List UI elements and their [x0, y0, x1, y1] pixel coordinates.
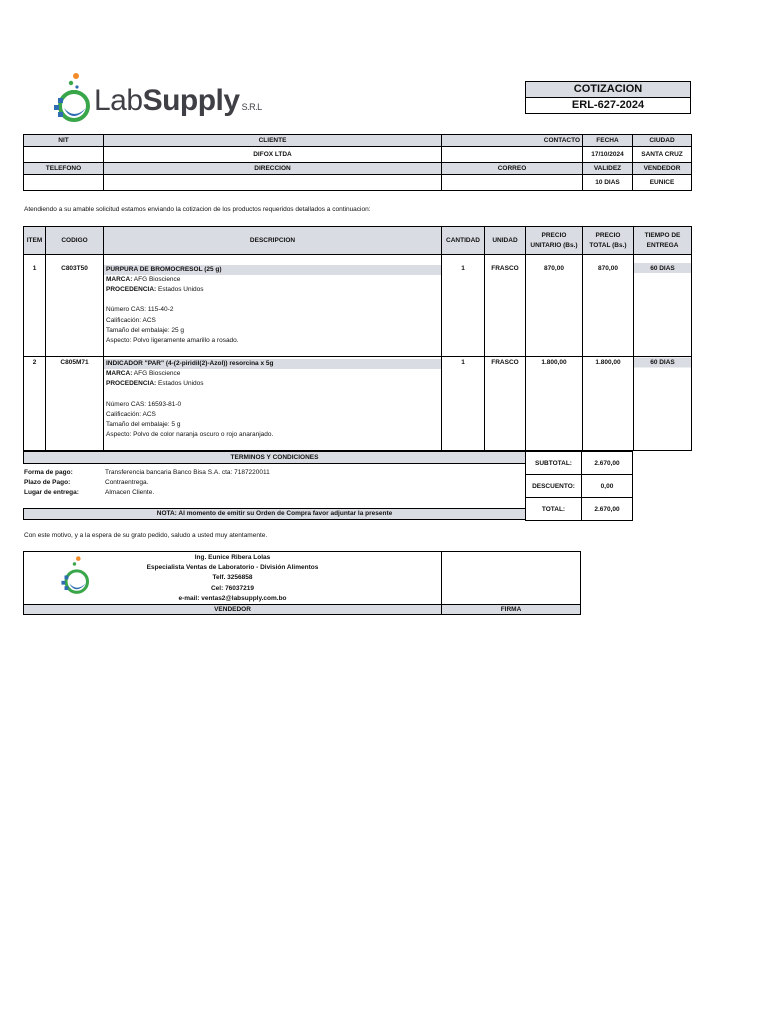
product-name: INDICADOR "PAR" (4-(2-piridil(2)-Azol)) resorcina x 5g	[104, 359, 441, 369]
company-logo	[50, 70, 270, 130]
package-line: Tamaño del embalaje: 5 g	[106, 421, 181, 429]
signature-table	[23, 551, 581, 615]
total-label: TOTAL:	[526, 498, 582, 521]
vendor-name: Ing. Eunice Ribera Lolas	[194, 554, 271, 561]
fecha-value: 17/10/2024	[583, 147, 633, 163]
discount-label: DESCUENTO:	[526, 475, 582, 498]
validez-label: VALIDEZ	[583, 163, 633, 175]
quote-number: ERL-627-2024	[525, 98, 691, 114]
terms-section	[23, 451, 526, 521]
item-unit: FRASCO	[485, 263, 526, 357]
vendor-phone: Telf. 3256858	[212, 574, 253, 582]
firma-label: FIRMA	[442, 605, 581, 615]
discount-value: 0,00	[582, 475, 633, 498]
col-tiempo-entrega: TIEMPO DE ENTREGA	[634, 227, 692, 255]
appearance-line: Aspecto: Polvo de color naranja oscuro o rojo anaranjado.	[106, 431, 274, 439]
col-precio-total: PRECIO TOTAL (Bs.)	[583, 227, 634, 255]
cas-line: Número CAS: 16593-81-0	[106, 400, 182, 408]
table-row	[24, 263, 692, 357]
item-number: 2	[24, 357, 46, 451]
item-description	[104, 357, 442, 451]
closing-text: Con este motivo, y a la espera de su grato pedido, saludo a usted muy atentamente.	[24, 532, 268, 539]
direccion-value	[104, 175, 442, 191]
package-line: Tamaño del embalaje: 25 g	[106, 326, 185, 334]
item-code: C805M71	[46, 357, 104, 451]
item-code: C803T50	[46, 263, 104, 357]
flask-gear-icon	[50, 70, 96, 130]
subtotal-value: 2.670,00	[582, 452, 633, 475]
contacto-value	[442, 147, 583, 163]
correo-label: CORREO	[442, 163, 583, 175]
item-unit-price: 870,00	[526, 263, 583, 357]
client-info-table	[23, 134, 692, 191]
item-unit: FRASCO	[485, 357, 526, 451]
vendor-label: VENDEDOR	[24, 605, 442, 615]
flask-gear-icon	[56, 554, 96, 600]
terms-title: TERMINOS Y CONDICIONES	[23, 451, 526, 464]
vendedor-label: VENDEDOR	[633, 163, 692, 175]
ciudad-value: SANTA CRUZ	[633, 147, 692, 163]
origin-line: PROCEDENCIA: Estados Unidos	[106, 380, 204, 388]
grade-line: Calificación: ACS	[106, 316, 156, 324]
col-unidad: UNIDAD	[485, 227, 526, 255]
logo-wordmark: LabSupply S.R.L	[94, 84, 262, 117]
item-unit-price: 1.800,00	[526, 357, 583, 451]
item-quantity: 1	[442, 263, 485, 357]
terms-payment: Forma de pago: Transferencia bancaria Banco Bisa S.A. cta: 7187220011	[24, 469, 270, 476]
item-total-price: 870,00	[583, 263, 634, 357]
nit-value	[24, 147, 104, 163]
product-name: PURPURA DE BROMOCRESOL (25 g)	[104, 265, 441, 275]
quote-title: COTIZACION	[525, 81, 691, 98]
nit-label: NIT	[24, 135, 104, 147]
signature-area	[442, 552, 581, 605]
fecha-label: FECHA	[583, 135, 633, 147]
appearance-line: Aspecto: Polvo ligeramente amarillo a rosado.	[106, 336, 239, 344]
direccion-label: DIRECCION	[104, 163, 442, 175]
contacto-label: CONTACTO	[442, 135, 583, 147]
item-quantity: 1	[442, 357, 485, 451]
item-total-price: 1.800,00	[583, 357, 634, 451]
table-row	[24, 357, 692, 451]
subtotal-label: SUBTOTAL:	[526, 452, 582, 475]
terms-note: NOTA: Al momento de emitir su Orden de Compra favor adjuntar la presente	[23, 508, 526, 520]
item-description	[104, 263, 442, 357]
vendor-details	[24, 552, 442, 605]
cliente-value: DIFOX LTDA	[104, 147, 442, 163]
terms-payment-term: Plazo de Pago: Contraentrega.	[24, 479, 149, 486]
correo-value	[442, 175, 583, 191]
origin-line: PROCEDENCIA: Estados Unidos	[106, 285, 204, 293]
validez-value: 10 DIAS	[583, 175, 633, 191]
item-number: 1	[24, 263, 46, 357]
col-descripcion: DESCRIPCION	[104, 227, 442, 255]
vendor-role: Especialista Ventas de Laboratorio - División Alimentos	[146, 564, 319, 572]
col-codigo: CODIGO	[46, 227, 104, 255]
intro-text: Atendiendo a su amable solicitud estamos enviando la cotizacion de los productos requeridos detallados a continuacion:	[24, 206, 371, 213]
ciudad-label: CIUDAD	[633, 135, 692, 147]
vendedor-value: EUNICE	[633, 175, 692, 191]
telefono-label: TELEFONO	[24, 163, 104, 175]
col-item: ITEM	[24, 227, 46, 255]
brand-line: MARCA: AFG Bioscience	[106, 370, 181, 378]
terms-delivery-place: Lugar de entrega: Almacen Cliente.	[24, 489, 155, 496]
cliente-label: CLIENTE	[104, 135, 442, 147]
items-table	[23, 226, 692, 451]
col-precio-unitario: PRECIO UNITARIO (Bs.)	[526, 227, 583, 255]
telefono-value	[24, 175, 104, 191]
quote-box	[525, 81, 691, 114]
total-value: 2.670,00	[582, 498, 633, 521]
totals-table	[525, 451, 633, 521]
brand-line: MARCA: AFG Bioscience	[106, 275, 181, 283]
vendor-cell: Cel: 76037219	[210, 584, 254, 592]
item-delivery: 60 DIAS	[634, 357, 692, 451]
vendor-email: e-mail: ventas2@labsupply.com.bo	[178, 594, 287, 602]
cas-line: Número CAS: 115-40-2	[106, 306, 174, 314]
col-cantidad: CANTIDAD	[442, 227, 485, 255]
item-delivery: 60 DIAS	[634, 263, 692, 357]
grade-line: Calificación: ACS	[106, 411, 156, 419]
